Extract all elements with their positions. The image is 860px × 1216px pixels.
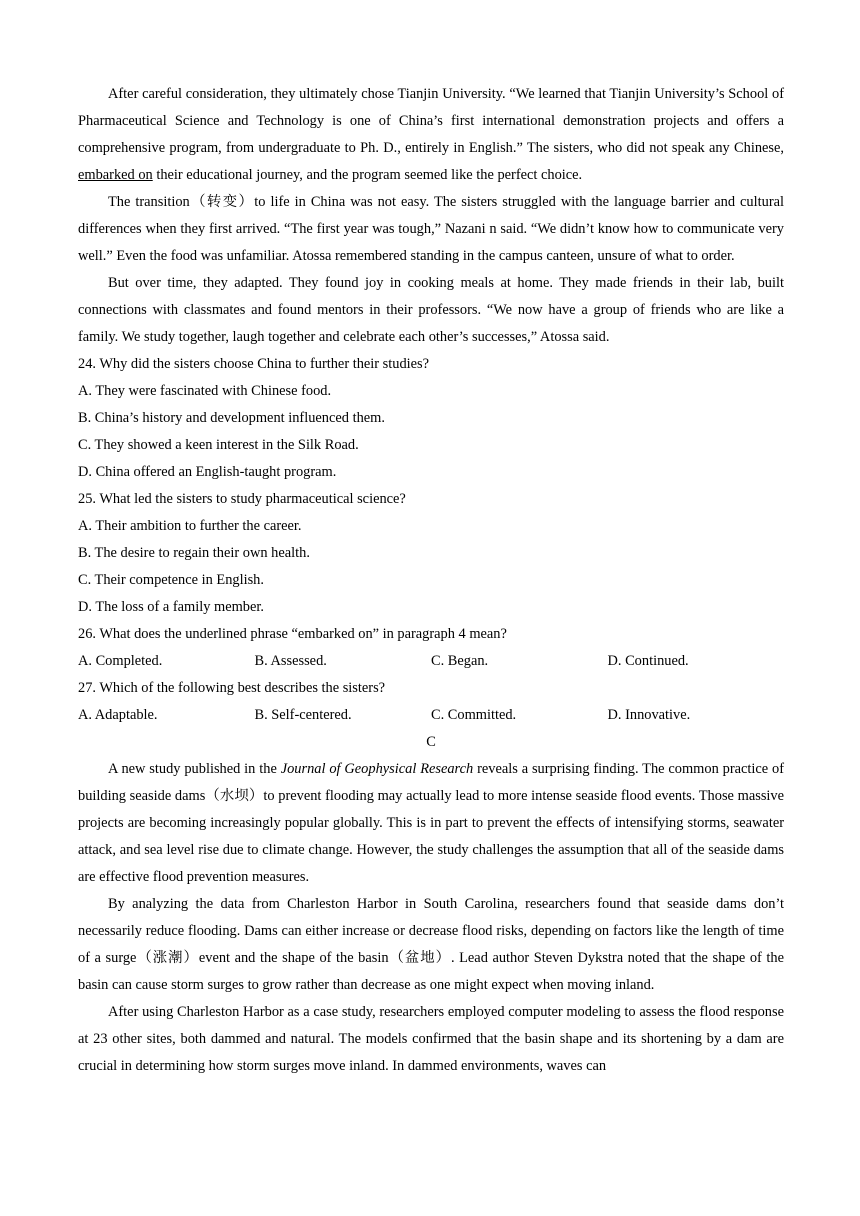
- option-a: A. They were fascinated with Chinese food.: [78, 383, 332, 399]
- underlined-phrase: embarked on: [78, 167, 153, 183]
- option-c: C. Committed.: [431, 707, 517, 723]
- options-row: [78, 648, 784, 675]
- option-d: D. The loss of a family member.: [78, 599, 264, 615]
- option-b: B. China’s history and development influenced them.: [78, 410, 385, 426]
- option-c: C. They showed a keen interest in the Silk Road.: [78, 437, 359, 453]
- passage-b-paragraph-1: [78, 81, 784, 189]
- passage-b-p1-text-a: After careful consideration, they ultimately chose Tianjin University. “We learned that Tianjin University’s School of Pharmaceutical Science and Technology is one of China’s first international demonstration projects and offers a comprehensive program, from undergraduate to Ph. D., entirely in English.” The sisters, who did not speak any Chinese,: [78, 86, 784, 156]
- journal-title: Journal of Geophysical Research: [280, 761, 474, 777]
- option-b: B. The desire to regain their own health.: [78, 545, 310, 561]
- option-c: C. Began.: [431, 653, 489, 669]
- passage-c-p1-text-b: reveals a surprising finding. The common practice of building seaside dams（水坝）to prevent flooding may actually lead to more intense seaside flood events. Those massive projects are becoming increasingly popular globally. This is in part to prevent the effects of intensifying storms, seawater attack, and sea level rise due to climate change. However, the study challenges the assumption that all of the seaside dams are effective flood prevention measures.: [78, 761, 785, 885]
- option-c: C. Their competence in English.: [78, 572, 264, 588]
- passage-b-paragraph-3: But over time, they adapted. They found joy in cooking meals at home. They made friends in their lab, built connections with classmates and found mentors in their professors. “We now have a group of friends who are like a family. We study together, laugh together and celebrate each other’s successes,” Atossa said.: [78, 275, 784, 345]
- option-d: D. Innovative.: [607, 707, 691, 723]
- option-b: B. Self-centered.: [254, 707, 352, 723]
- option-d: D. Continued.: [607, 653, 689, 669]
- question-stem: 24. Why did the sisters choose China to further their studies?: [78, 356, 430, 372]
- question-stem: 25. What led the sisters to study pharmaceutical science?: [78, 491, 406, 507]
- page-content: [78, 81, 784, 1080]
- passage-c-paragraph-1: [78, 756, 784, 891]
- passage-c-paragraph-3: After using Charleston Harbor as a case study, researchers employed computer modeling to assess the flood response at 23 other sites, both dammed and natural. The models confirmed that the basin shape and its shortening by a dam are crucial in determining how storm surges move inland. In dammed environments, waves can: [78, 1004, 784, 1074]
- option-d: D. China offered an English-taught program.: [78, 464, 337, 480]
- question-27: [78, 675, 784, 729]
- question-24: [78, 351, 784, 486]
- section-heading: C: [426, 734, 436, 750]
- passage-b-p1-text-b: their educational journey, and the program seemed like the perfect choice.: [152, 167, 583, 183]
- question-stem: 26. What does the underlined phrase “embarked on” in paragraph 4 mean?: [78, 626, 507, 642]
- question-26: [78, 621, 784, 675]
- option-a: A. Their ambition to further the career.: [78, 518, 302, 534]
- options-row: [78, 702, 784, 729]
- question-stem: 27. Which of the following best describes the sisters?: [78, 680, 386, 696]
- passage-c-p1-text-a: A new study published in the: [108, 761, 281, 777]
- question-25: [78, 486, 784, 621]
- passage-b-paragraph-2: The transition（转变）to life in China was not easy. The sisters struggled with the language barrier and cultural differences when they first arrived. “The first year was tough,” Nazani n said. “We didn’t know how to communicate very well.” Even the food was unfamiliar. Atossa remembered standing in the campus canteen, unsure of what to order.: [78, 194, 784, 264]
- option-b: B. Assessed.: [254, 653, 327, 669]
- option-a: A. Completed.: [78, 653, 163, 669]
- passage-c-paragraph-2: By analyzing the data from Charleston Harbor in South Carolina, researchers found that seaside dams don’t necessarily reduce flooding. Dams can either increase or decrease flood risks, depending on factors like the length of time of a surge（涨潮）event and the shape of the basin（盆地）. Lead author Steven Dykstra noted that the shape of the basin can cause storm surges to grow rather than decrease as one might expect when moving inland.: [78, 896, 784, 993]
- option-a: A. Adaptable.: [78, 707, 158, 723]
